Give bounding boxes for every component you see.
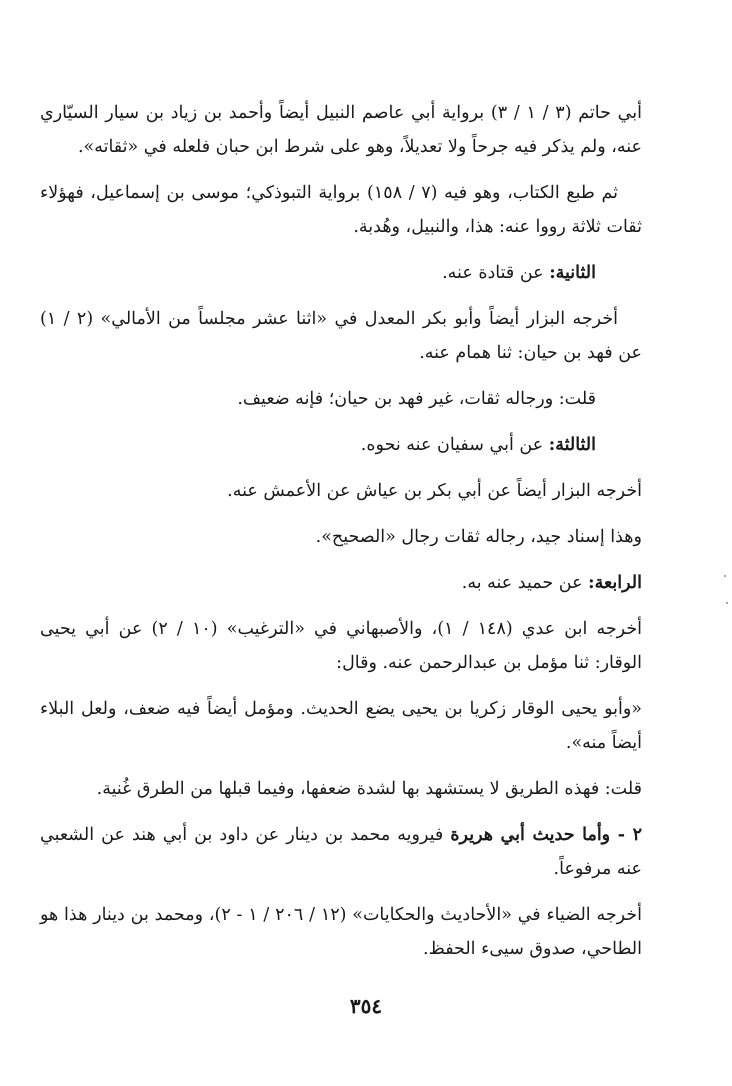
label-third: الثالثة: xyxy=(548,435,596,455)
label-second: الثانية: xyxy=(549,263,596,283)
paragraph-bazzar-ayyash: أخرجه البزار أيضاً عن أبي بكر بن عياش عن الأعمش عنه. xyxy=(227,481,642,501)
third-path-text: عن أبي سفيان عنه نحوه. xyxy=(360,435,544,455)
paragraph-weak-path: قلت: فهذه الطريق لا يستشهد بها لشدة ضعفها، وفيما قبلها من الطرق غُنية. xyxy=(96,779,642,799)
paragraph-diya: أخرجه الضياء في «الأحاديث والحكايات» (١٢ / ٢٠٦ / ١ - ٢)، ومحمد بن دينار هذا هو الطاحي، صدوق سيىء الحفظ. xyxy=(40,905,642,959)
page-number: ٣٥٤ xyxy=(349,994,383,1018)
page-body xyxy=(40,96,642,978)
label-fourth: الرابعة: xyxy=(588,573,642,593)
paragraph-third-path xyxy=(40,428,642,462)
label-abu-huraira: ٢ - وأما حديث أبي هريرة xyxy=(450,825,642,845)
paragraph-fahd-weak: قلت: ورجاله ثقات، غير فهد بن حيان؛ فإنه ضعيف. xyxy=(237,389,596,409)
paragraph-bazzar-muaddil: أخرجه البزار أيضاً وأبو بكر المعدل في «اثنا عشر مجلساً من الأمالي» (٢ / ١) عن فهد بن حيان: ثنا همام عنه. xyxy=(40,309,642,363)
paragraph-abi-hatim: أبي حاتم (٣ / ١ / ٣) برواية أبي عاصم النبيل أيضاً وأحمد بن زياد بن سيار السيّاري عنه، ولم يذكر فيه جرحاً ولا تعديلاً، وهو على شرط ابن حبان فلعله في «ثقاته». xyxy=(40,103,642,157)
paragraph-fourth-path xyxy=(40,566,642,600)
paragraph-waqqar-quote: «وأبو يحيى الوقار زكريا بن يحيى يضع الحديث. ومؤمل أيضاً فيه ضعف، ولعل البلاء أيضاً منه». xyxy=(40,699,642,753)
scan-speck xyxy=(724,575,726,577)
paragraph-good-isnad: وهذا إسناد جيد، رجاله ثقات رجال «الصحيح». xyxy=(315,527,642,547)
paragraph-abu-huraira xyxy=(40,818,642,886)
paragraph-second-path xyxy=(40,256,642,290)
paragraph-ibn-adi: أخرجه ابن عدي (١٤٨ / ١)، والأصبهاني في «الترغيب» (١٠ / ٢) عن أبي يحيى الوقار: ثنا مؤمل بن عبدالرحمن عنه. وقال: xyxy=(40,619,643,673)
fourth-path-text: عن حميد عنه به. xyxy=(461,573,583,593)
scan-speck xyxy=(726,602,728,604)
abu-huraira-text: فيرويه محمد بن دينار عن داود بن أبي هند عن الشعبي عنه مرفوعاً. xyxy=(40,825,642,879)
paragraph-book-printed: ثم طبع الكتاب، وهو فيه (٧ / ١٥٨) برواية التبوذكي؛ موسى بن إسماعيل، فهؤلاء ثقات ثلاثة رووا عنه: هذا، والنبيل، وهُدبة. xyxy=(40,183,642,237)
second-path-text: عن قتادة عنه. xyxy=(442,263,544,283)
